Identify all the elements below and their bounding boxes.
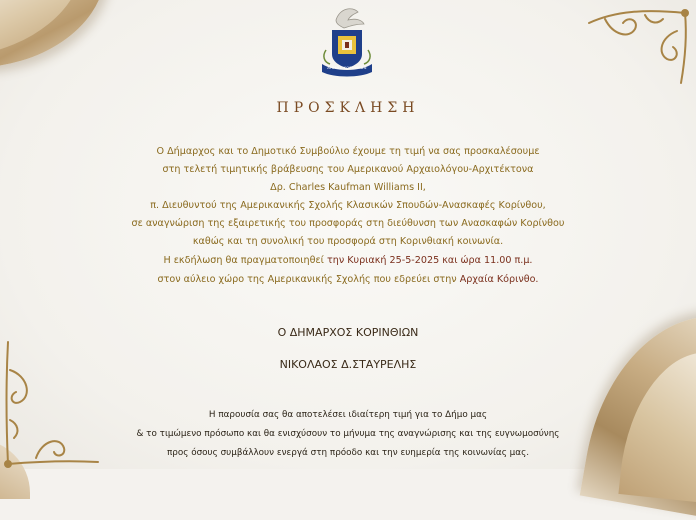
event-venue-line	[0, 274, 696, 285]
ornament-flourish-top-right-icon	[585, 5, 693, 85]
event-venue-prefix: στον αύλειο χώρο της Αμερικανικής Σχολής που εδρεύει στην	[157, 274, 460, 285]
event-venue: Αρχαία Κόρινθο.	[459, 274, 539, 285]
invitation-line-2: στη τελετή τιμητικής βράβευσης του Αμερικανού Αρχαιολόγου-Αρχιτέκτονα	[162, 164, 534, 175]
footer-line-2: & το τιμώμενο πρόσωπο και θα ενισχύσουν το μήνυμα της αναγνώρισης και της ευγνωμοσύνης	[136, 429, 560, 439]
invitation-line-4: π. Διευθυντού της Αμερικανικής Σχολής Κλασικών Σπουδών-Ανασκαφές Κορίνθου,	[150, 200, 546, 211]
invitation-line-1: Ο Δήμαρχος και το Δημοτικό Συμβούλιο έχουμε τη τιμή να σας προσκαλέσουμε	[156, 146, 540, 157]
honoree-name: Δρ. Charles Kaufman Williams II,	[270, 182, 426, 193]
invitation-line-6: καθώς και τη συνολική του προσφορά στη Κορινθιακή κοινωνία.	[192, 236, 504, 247]
footer-line-3: προς όσους συμβάλλουν ενεργά στη πρόοδο και την ευημερία της κοινωνίας μας.	[166, 448, 530, 458]
invitation-title: ΠΡΟΣΚΛΗΣΗ	[276, 100, 420, 116]
invitation-line-5: σε αναγνώριση της εξαιρετικής του προσφοράς στη διεύθυνση των Ανασκαφών Κορίνθου	[131, 218, 565, 229]
signatory-role: Ο ΔΗΜΑΡΧΟΣ ΚΟΡΙΝΘΙΩΝ	[277, 326, 419, 339]
event-date-line	[0, 255, 696, 266]
event-date: την Κυριακή 25-5-2025 και ώρα 11.00 π.μ.	[326, 255, 533, 266]
signatory-name: ΝΙΚΟΛΑΟΣ Δ.ΣΤΑΥΡΕΛΗΣ	[279, 358, 417, 371]
event-date-prefix: Η εκδήλωση θα πραγματοποιηθεί	[163, 255, 327, 266]
logo-caption: ΔΗΜΟΣ ΚΟΡΙΝΘΙΩΝ	[327, 66, 367, 70]
footer-line-1: Η παρουσία σας θα αποτελέσει ιδιαίτερη τιμή για το Δήμο μας	[208, 410, 488, 420]
